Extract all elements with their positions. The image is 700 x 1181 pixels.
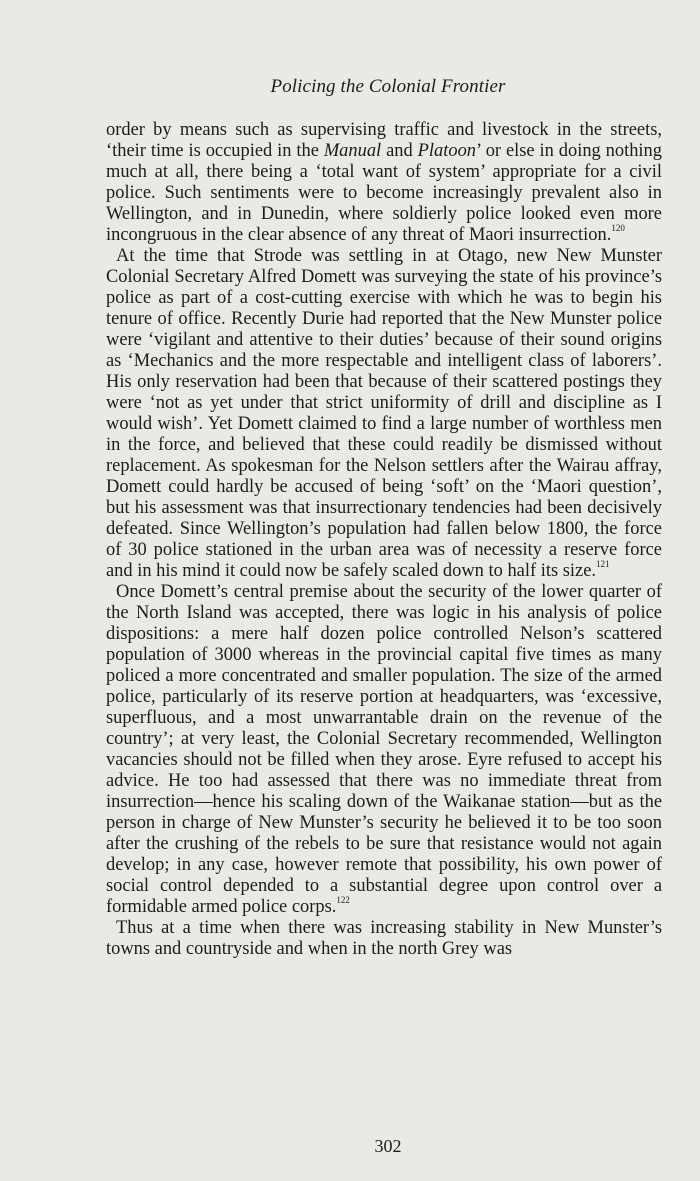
text-run: and — [381, 140, 418, 160]
text-run: At the time that Strode was settling in at Otago, new New Munster Colonial Secretary Alfred Domett was surveying the state of his province’s police as part of a cost-cutting exercise with which he was to begin his tenure of office. Recently Durie had reported that the New Munster police were ‘vigilant and attentive to their duties’ because of their sound origins as ‘Mechanics and the more respectable and intelligent class of laborers’. His only reservation had been that because of their scattered postings they were ‘not as yet under that strict uniformity of drill and discipline as I would wish’. Yet Domett claimed to find a large number of worthless men in the force, and believed that these could readily be dismissed without replacement. As spokesman for the Nelson settlers after the Wairau affray, Domett could hardly be accused of being ‘soft’ on the ‘Maori question’, but his assessment was that insurrectionary tendencies had been decisively defeated. Since Wellington’s population had fallen below 1800, the force of 30 police stationed in the urban area was of necessity a reserve force and in his mind it could now be safely scaled down to half its size. — [106, 245, 662, 580]
running-head: Policing the Colonial Frontier — [270, 76, 506, 97]
italic-title: Manual — [323, 140, 382, 160]
paragraph-1 — [106, 119, 662, 245]
paragraph-3 — [106, 581, 662, 917]
text-run: ’ or else in doing nothing much at all, there being a ‘total want of system’ appropriate for a civil police. Such sentiments were to become increasingly prevalent also in Wellington, and in Dunedin, where soldierly police looked even more incongruous in the clear absence of any threat of Maori insurrection. — [106, 140, 662, 244]
footnote-marker: 121 — [596, 558, 610, 569]
text-run: Once Domett’s central premise about the security of the lower quarter of the North Island was accepted, there was logic in his analysis of police dispositions: a mere half dozen police controlled Nelson’s scattered population of 3000 whereas in the provincial capital five times as many policed a more concentrated and smaller population. The size of the armed police, particularly of its reserve portion at headquarters, was ‘excessive, superfluous, and a most unwarrantable drain on the revenue of the country’; at very least, the Colonial Secretary recommended, Wellington vacancies should not be filled when they arose. Eyre refused to accept his advice. He too had assessed that there was no immediate threat from insurrection—hence his scaling down of the Waikanae station—but as the person in charge of New Munster’s security he believed it to be too soon after the crushing of the rebels to be sure that resistance would not again develop; in any case, however remote that possibility, his own power of social control depended to a substantial degree upon control over a formidable armed police corps. — [106, 581, 662, 916]
text-run: order by means such as supervising traffic and livestock in the streets, ‘their time is occupied in the — [106, 119, 662, 160]
text-run: Thus at a time when there was increasing stability in New Munster’s towns and countryside and when in the north Grey was — [106, 917, 662, 958]
italic-title: Platoon — [417, 140, 477, 160]
footnote-marker: 122 — [336, 894, 350, 905]
paragraph-2 — [106, 245, 662, 581]
paragraph-4 — [106, 917, 662, 959]
footnote-marker: 120 — [611, 222, 625, 233]
page-number: 302 — [374, 1136, 402, 1156]
body-text — [106, 119, 662, 959]
